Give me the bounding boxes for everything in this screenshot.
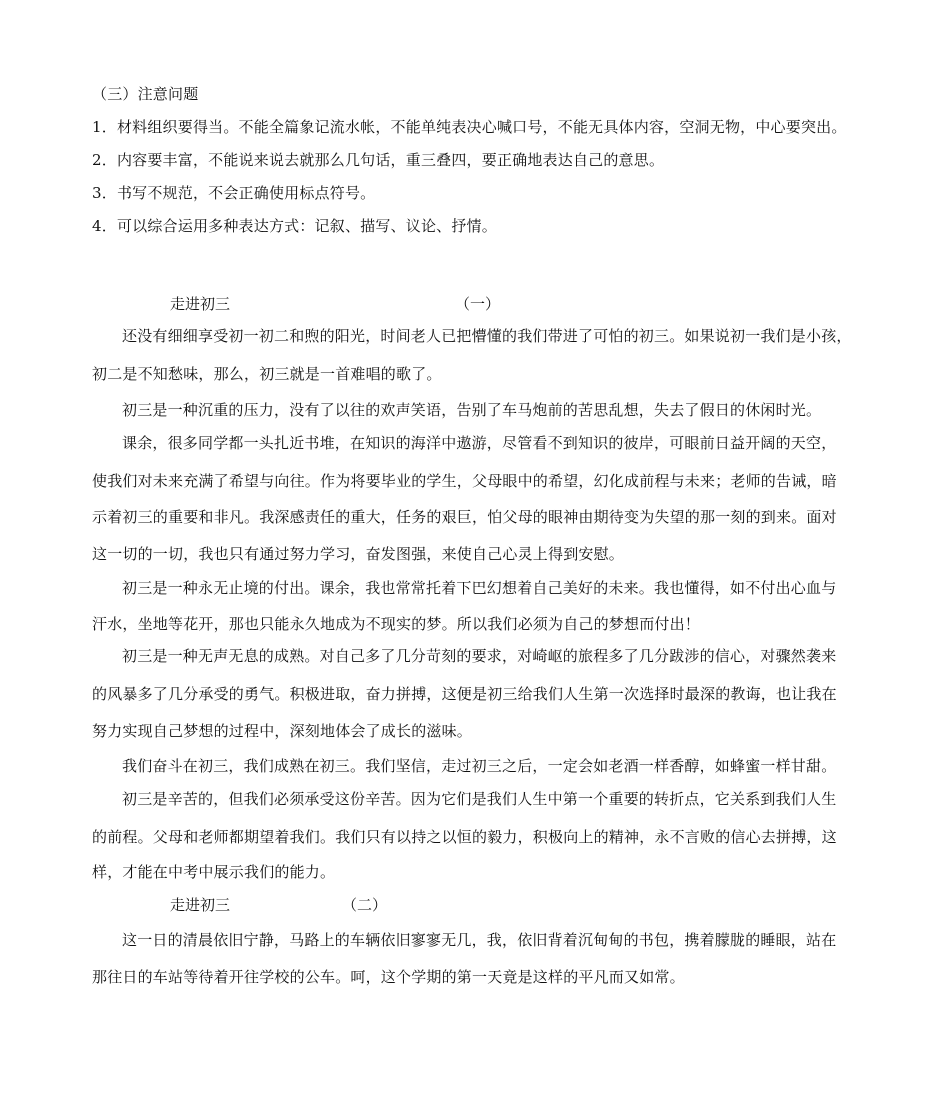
essay1-line: 初二是不知愁味，那么，初三就是一首难唱的歌了。 [92, 365, 442, 383]
essay1-number: （一） [455, 295, 501, 313]
note-item-3: 3．书写不规范，不会正确使用标点符号。 [92, 184, 376, 202]
essay1-line: 初三是一种无声无息的成熟。对自己多了几分苛刻的要求，对崎岖的旅程多了几分跋涉的信心，对骤然袭来 [122, 647, 837, 665]
essay2-number: （二） [342, 896, 388, 914]
essay1-line: 的风暴多了几分承受的勇气。积极进取，奋力拼搏，这便是初三给我们人生第一次选择时最深的教诲，也让我在 [92, 685, 837, 703]
essay1-line: 汗水，坐地等花开，那也只能永久地成为不现实的梦。所以我们必须为自己的梦想而付出！ [92, 615, 701, 633]
essay1-line: 课余，很多同学都一头扎近书堆，在知识的海洋中遨游，尽管看不到知识的彼岸，可眼前日益开阔的天空， [122, 434, 837, 452]
essay1-line: 努力实现自己梦想的过程中，深刻地体会了成长的滋味。 [92, 722, 473, 740]
essay1-line: 初三是一种沉重的压力，没有了以往的欢声笑语，告别了车马炮前的苦思乱想，失去了假日的休闲时光。 [122, 401, 822, 419]
essay2-title: 走进初三 [170, 896, 231, 914]
note-item-2: 2．内容要丰富，不能说来说去就那么几句话，重三叠四，要正确地表达自己的意思。 [92, 151, 665, 169]
essay1-title: 走进初三 [170, 295, 231, 313]
note-item-4: 4．可以综合运用多种表达方式：记叙、描写、议论、抒情。 [92, 217, 497, 235]
essay1-line: 还没有细细享受初一初二和煦的阳光，时间老人已把懵懂的我们带进了可怕的初三。如果说初一我们是小孩， [122, 327, 852, 345]
essay1-line: 的前程。父母和老师都期望着我们。我们只有以持之以恒的毅力，积极向上的精神，永不言败的信心去拼搏，这 [92, 828, 837, 846]
notes-heading: （三）注意问题 [92, 85, 199, 103]
essay1-line: 这一切的一切，我也只有通过努力学习，奋发图强，来使自己心灵上得到安慰。 [92, 545, 625, 563]
essay2-line: 那往日的车站等待着开往学校的公车。呵，这个学期的第一天竟是这样的平凡而又如常。 [92, 968, 685, 986]
essay1-line: 示着初三的重要和非凡。我深感责任的重大，任务的艰巨，怕父母的眼神由期待变为失望的那一刻的到来。面对 [92, 508, 837, 526]
essay1-line: 初三是一种永无止境的付出。课余，我也常常托着下巴幻想着自己美好的未来。我也懂得，如不付出心血与 [122, 579, 837, 597]
essay2-line: 这一日的清晨依旧宁静，马路上的车辆依旧寥寥无几，我，依旧背着沉甸甸的书包，携着朦胧的睡眼，站在 [122, 931, 837, 949]
essay1-line: 初三是辛苦的，但我们必须承受这份辛苦。因为它们是我们人生中第一个重要的转折点，它关系到我们人生 [122, 790, 837, 808]
essay1-line: 使我们对未来充满了希望与向往。作为将要毕业的学生，父母眼中的希望，幻化成前程与未来；老师的告诫，暗 [92, 472, 837, 490]
note-item-1: 1．材料组织要得当。不能全篇象记流水帐，不能单纯表决心喊口号，不能无具体内容，空洞无物，中心要突出。 [92, 118, 847, 136]
essay1-line: 我们奋斗在初三，我们成熟在初三。我们坚信，走过初三之后，一定会如老酒一样香醇，如蜂蜜一样甘甜。 [122, 757, 837, 775]
essay1-line: 样，才能在中考中展示我们的能力。 [92, 863, 336, 881]
